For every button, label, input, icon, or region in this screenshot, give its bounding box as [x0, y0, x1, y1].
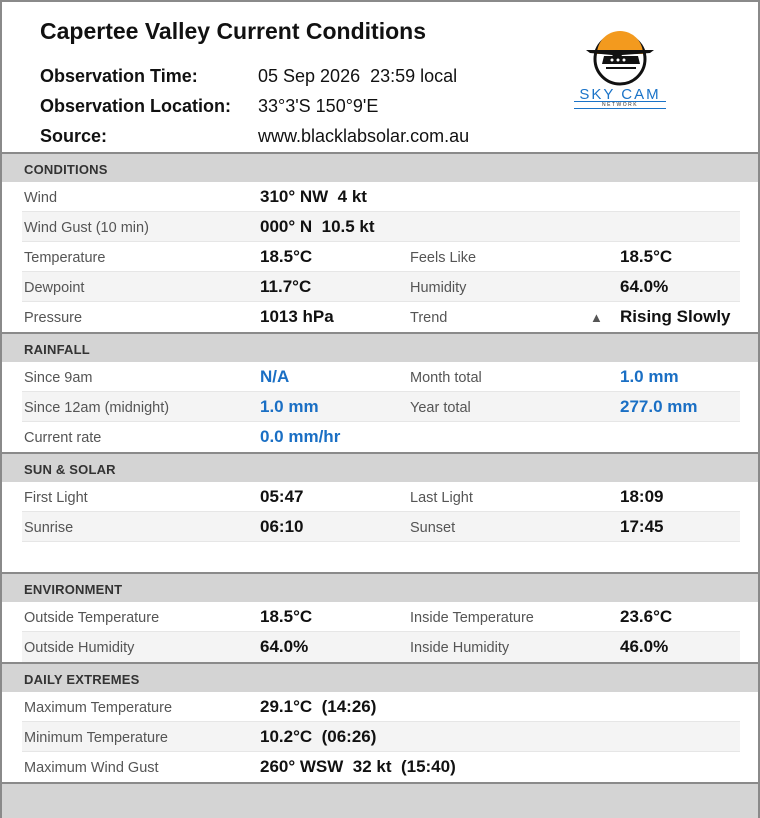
wind-gust-value: 000° N 10.5 kt: [260, 217, 375, 236]
trend-label: Trend: [410, 310, 448, 326]
section-conditions-title: CONDITIONS: [24, 162, 108, 177]
outside-temperature-label: Outside Temperature: [24, 610, 160, 626]
year-total-value: 277.0 mm: [620, 397, 698, 416]
max-wind-gust-value: 260° WSW 32 kt (15:40): [260, 757, 456, 776]
sunset-label: Sunset: [410, 520, 456, 536]
section-environment-title: ENVIRONMENT: [24, 582, 123, 597]
month-total-value: 1.0 mm: [620, 367, 679, 386]
pressure-label: Pressure: [24, 310, 83, 326]
row-since-midnight: [22, 392, 740, 422]
sun-plane-icon: [582, 28, 658, 86]
row-min-temperature: [22, 722, 740, 752]
current-rate-value: 0.0 mm/hr: [260, 427, 341, 446]
max-temperature-value: 29.1°C (14:26): [260, 697, 377, 716]
inside-temperature-value: 23.6°C: [620, 607, 673, 626]
min-temperature-value: 10.2°C (06:26): [260, 727, 377, 746]
inside-humidity-value: 46.0%: [620, 637, 669, 656]
inside-humidity-label: Inside Humidity: [410, 640, 510, 656]
outside-humidity-label: Outside Humidity: [24, 640, 135, 656]
outside-humidity-value: 64.0%: [260, 637, 309, 656]
first-light-value: 05:47: [260, 487, 304, 506]
row-max-temperature: [22, 692, 740, 722]
feels-like-value: 18.5°C: [620, 247, 673, 266]
observation-time-label: Observation Time:: [40, 66, 198, 86]
section-daily-extremes-title: DAILY EXTREMES: [24, 672, 140, 687]
row-outside-humidity: [22, 632, 740, 662]
temperature-value: 18.5°C: [260, 247, 313, 266]
logo-subtext: NETWORK: [574, 101, 666, 109]
year-total-label: Year total: [410, 400, 471, 416]
outside-temperature-value: 18.5°C: [260, 607, 313, 626]
max-temperature-label: Maximum Temperature: [24, 700, 173, 716]
footer-bar: [2, 782, 758, 818]
observation-location-label: Observation Location:: [40, 96, 232, 116]
source-label: Source:: [40, 126, 108, 146]
page-title: Capertee Valley Current Conditions: [40, 18, 426, 44]
sky-cam-logo: [570, 28, 670, 112]
source-value: www.blacklabsolar.com.au: [258, 126, 470, 146]
logo-text: SKY CAM: [579, 86, 661, 103]
dewpoint-label: Dewpoint: [24, 280, 85, 296]
empty-spacer: [2, 543, 758, 572]
month-total-label: Month total: [410, 370, 482, 386]
last-light-label: Last Light: [410, 490, 473, 506]
row-pressure: [22, 302, 740, 332]
row-since-9am: [22, 362, 740, 392]
min-temperature-label: Minimum Temperature: [24, 730, 168, 746]
since-9am-label: Since 9am: [24, 370, 93, 386]
since-midnight-value: 1.0 mm: [260, 397, 319, 416]
since-midnight-label: Since 12am (midnight): [24, 400, 170, 416]
since-9am-value: N/A: [260, 367, 290, 386]
trend-value: Rising Slowly: [620, 307, 731, 326]
trend-up-icon: ▲: [590, 310, 603, 325]
section-rainfall-title: RAINFALL: [24, 342, 90, 357]
row-first-light: [22, 482, 740, 512]
wind-value: 310° NW 4 kt: [260, 187, 367, 206]
observation-time-value: 05 Sep 2026 23:59 local: [258, 66, 458, 86]
row-outside-temperature: [22, 602, 740, 632]
observation-location-value: 33°3'S 150°9'E: [258, 96, 379, 116]
header: [2, 2, 758, 152]
humidity-label: Humidity: [410, 280, 467, 296]
temperature-label: Temperature: [24, 250, 106, 266]
section-conditions: [2, 152, 758, 182]
row-wind: [22, 182, 740, 212]
sunrise-value: 06:10: [260, 517, 304, 536]
wind-gust-label: Wind Gust (10 min): [24, 220, 149, 236]
feels-like-label: Feels Like: [410, 250, 477, 266]
wind-label: Wind: [24, 190, 58, 206]
pressure-value: 1013 hPa: [260, 307, 334, 326]
row-wind-gust: [22, 212, 740, 242]
max-wind-gust-label: Maximum Wind Gust: [24, 760, 159, 776]
section-rainfall: [2, 332, 758, 362]
row-current-rate: [22, 422, 740, 452]
row-sunrise: [22, 512, 740, 542]
dewpoint-value: 11.7°C: [260, 277, 312, 296]
section-sun-solar: [2, 452, 758, 482]
sunrise-label: Sunrise: [24, 520, 74, 536]
row-dewpoint: [22, 272, 740, 302]
section-daily-extremes: [2, 662, 758, 692]
first-light-label: First Light: [24, 490, 88, 506]
row-max-wind-gust: [22, 752, 740, 782]
last-light-value: 18:09: [620, 487, 664, 506]
humidity-value: 64.0%: [620, 277, 669, 296]
sunset-value: 17:45: [620, 517, 664, 536]
section-environment: [2, 572, 758, 602]
section-sun-solar-title: SUN & SOLAR: [24, 462, 116, 477]
inside-temperature-label: Inside Temperature: [410, 610, 534, 626]
row-temperature: [22, 242, 740, 272]
current-rate-label: Current rate: [24, 430, 102, 446]
